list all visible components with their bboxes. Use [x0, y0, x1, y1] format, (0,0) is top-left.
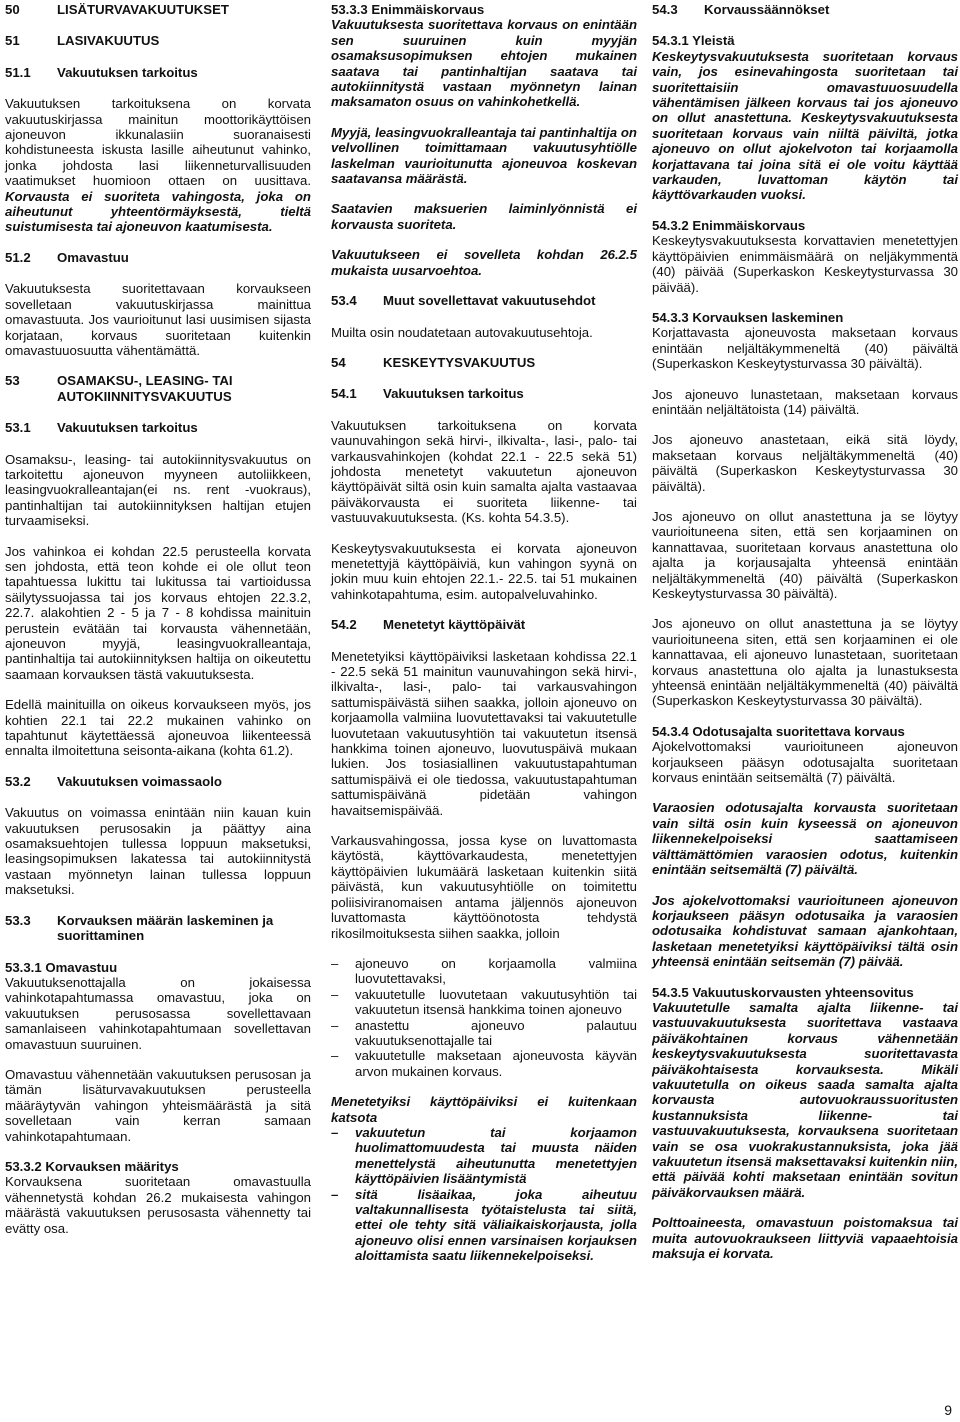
paragraph-text: Korvauksena suoritetaan omavastuulla vähennetystä kohdan 26.2 mukaisesta vahingon määrästä vakuutuksen perusosasta vähennetty tai evätty osa.: [5, 1174, 311, 1236]
paragraph-text: Vakuutuksen tarkoituksena on korvata vakuutuskirjassa mainitun moottorikäyttöisen ajoneuvon ikkunalasiin suoranaisesti kohdistuneesta iskusta lasille aiheutunut vahinko, jonka johdosta lasi liikenneturvallisuuden vaatimukset huomioon ottaen on uusittava.: [5, 96, 311, 189]
dash-list: [331, 956, 637, 1079]
paragraph: [331, 649, 637, 818]
paragraph: [5, 281, 311, 358]
subsection-heading: 53.3.2 Korvauksen määritys: [5, 1158, 179, 1174]
column-left: [5, 2, 311, 1251]
section-title: LISÄTURVAVAKUUTUKSET: [57, 2, 229, 17]
paragraph-text: Ajokelvottomaksi vaurioituneen ajoneuvon korjaukseen pääsyn odotusajalta suoritetaan korvaus enintään seitsemältä (7) päivältä.: [652, 739, 958, 786]
section-number: 51: [5, 33, 20, 49]
section-number: 50: [5, 2, 20, 17]
column-right: [652, 2, 958, 1276]
section-title: KESKEYTYSVAKUUTUS: [383, 354, 536, 370]
subsection-heading: 53.3.1 Omavastuu: [5, 959, 118, 975]
section-heading: [5, 420, 311, 435]
paragraph-text: Osamaksu-, leasing- tai autokiinnitysvakuutus on tarkoitettu ajoneuvon myyneen autoliikkeen, leasingvuokralleantajan(ei ns. rent -vuokraus), pantinhaltijan tai autokiinnityksen haltijan etujen turvaamiseksi.: [5, 451, 311, 529]
subsection-heading: 54.3.3 Korvauksen laskeminen: [652, 309, 844, 325]
list-item: – vakuutetun tai korjaamon huolimattomuudesta tai muusta näiden menettelystä aiheutunutta menetettyjen käyttöpäivien lisääntymistä: [331, 1125, 637, 1187]
section-number: 53.2: [5, 773, 31, 789]
section-heading: [331, 293, 637, 308]
list-item: – sitä lisäaikaa, joka aiheutuu valtakunnallisesta työtaistelusta tai siitä, ettei ole tehty sitä väliaikaiskorjausta, jolla ajoneuvo olisi ennen varsinaisen korjauksen aloittamista saatu liikennekelpoiseksi.: [331, 1187, 637, 1264]
section-heading: [331, 386, 637, 401]
paragraph-text: Vakuutus on voimassa enintään niin kauan kuin vakuutuksen perusosakin ja päättyy aina osamaksuehtojen tullessa loppuun maksetuksi, leasingsopimuksen lakatessa tai autokiinnitystä vastaan myönnetyn lainan tullessa loppuun maksetuksi.: [5, 805, 311, 898]
section-heading: [331, 617, 637, 632]
paragraph: [652, 325, 958, 371]
paragraph: [652, 739, 958, 785]
page-number: 9: [944, 1402, 952, 1418]
paragraph-text: Jos ajoneuvo lunastetaan, maksetaan korvaus enintään neljältätoista (14) päivältä.: [652, 386, 958, 417]
paragraph-text: Edellä mainituilla on oikeus korvaukseen myös, jos kohtien 22.1 tai 22.2 mukainen vahinko on tapahtunut käytettäessä ajoneuvoa liikenteessä ennalta ilmoitettuna seisonta-aikana (kohta 61.2).: [5, 697, 311, 759]
section-title: Vakuutuksen tarkoitus: [383, 386, 524, 402]
section-heading: [5, 2, 311, 17]
section-title: Vakuutuksen tarkoitus: [57, 420, 198, 436]
emphasis-paragraph: Varaosien odotusajalta korvausta suoritetaan vain siltä osin kuin kyseessä on ajoneuvon liikennekelpoiseksi saattamiseen välttämättömien varaosien odotus, kuitenkin enintään seitsemältä (7) päivältä.: [652, 800, 958, 878]
subsection-heading: 54.3.4 Odotusajalta suoritettava korvaus: [652, 723, 905, 739]
paragraph: [652, 387, 958, 418]
section-heading: [5, 65, 311, 80]
section-heading: [5, 250, 311, 265]
section-title: Muut sovellettavat vakuutusehdot: [383, 293, 596, 309]
emphasis-paragraph: Menetetyiksi käyttöpäiviksi ei kuitenkaan katsota: [331, 1094, 637, 1125]
emphasis-paragraph: Vakuutukseen ei sovelleta kohdan 26.2.5 mukaista uusarvoehtoa.: [331, 247, 637, 278]
paragraph-text: Menetetyiksi käyttöpäiviksi lasketaan kohdissa 22.1 - 22.5 sekä 51 mainitun vaunuvahingon sekä hirvi-, ilkivalta-, lasi-, palo- tai varkausvahingon sattumispäivästä siihen saakka, jolloin ajoneuvo on korjaamolla valmiina luovutettavaksi tai vakuutetulle luovutetaan vakuutusyhtiön tai vakuutetun itsensä hankkima toinen ajoneuvo, luovutuspäivä mukaan lukien. Jos tosiasiallinen vakuutustapahtuman sattumispäivä ei ole tiedossa, vakuutustapahtuman sattumispäivänä pidetään vahingon havaitsemispäivää.: [331, 648, 637, 818]
emphasis-paragraph: Vakuutetulle samalta ajalta liikenne- tai vastuuvakuutuksesta suoritettava vastaava päiväkohtainen korvaus vähennetään keskeytysvakuutuksesta suoritettavasta päiväkohtaisesta korvauksesta. Mikäli vakuutetulla on oikeus saada samalta ajalta korvausta autovuokraussuoritusten kustannuksista liikenne- tai vastuuvakuutuksesta, korvauksena suoritetaan vain se osa vuokrakustannuksista, joka jää vakuutetun itsensä maksettavaksi kuitenkin niin, että päivää kohti maksetaan enintään sovitun päiväkorvauksen määrä.: [652, 999, 958, 1200]
section-number: 53.4: [331, 293, 357, 309]
section-heading: [652, 2, 958, 17]
subsection-heading: 54.3.1 Yleistä: [652, 33, 735, 49]
paragraph: [652, 616, 958, 708]
section-heading: [5, 33, 311, 48]
paragraph-text: Jos ajoneuvo on ollut anastettuna ja se löytyy vaurioituneena siten, että sen korjaaminen ei ole kannattavaa, eli ajoneuvo lunastetaan, suoritetaan korvaus anastettuna olo ajalta ja lunastuksesta yhteensä enintään neljältäkymmeneltä (40) päivältä (Superkaskon Keskeytysturvassa 30 päivältä).: [652, 616, 958, 709]
paragraph: [331, 541, 637, 603]
paragraph-text: Keskeytysvakuutuksesta ei korvata ajoneuvon menetettyjä käyttöpäiviä, kun vahingon syynä on jokin muu kuin ehtojen 22.1.- 22.5. tai 51 mukainen vahinkotapahtuma, esim. autopalveluvahinko.: [331, 540, 637, 602]
paragraph: [652, 233, 958, 295]
paragraph-text: Vakuutuksen tarkoituksena on korvata vaunuvahingon sekä hirvi-, ilkivalta-, lasi-, palo- tai varkausvahinkojen (kohdat 22.1 - 22.5 sekä 51) johdosta menetetyt vakuutetun ajoneuvon käyttöpäivät siltä osin kuin samalta ajalta vastaavaa päiväkorvausta ei suoriteta liikenne- tai vastuuvakuutuksesta. (Ks. kohta 54.3.5).: [331, 417, 637, 526]
list-item: – anastettu ajoneuvo palautuu vakuutuksenottajalle tai: [331, 1018, 637, 1049]
section-title: OSAMAKSU-, LEASING- TAI AUTOKIINNITYSVAKUUTUS: [57, 373, 233, 404]
list-item: – ajoneuvo on korjaamolla valmiina luovutettavaksi,: [331, 956, 637, 987]
emphasis-paragraph: Myyjä, leasingvuokralleantaja tai pantinhaltija on velvollinen toimittamaan vakuutusyhtiölle laskelman vaurioitunutta ajoneuvoa koskevan saatavansa määrästä.: [331, 124, 637, 187]
paragraph-text: Vakuutuksenottajalla on jokaisessa vahinkotapahtumassa omavastuu, joka on vakuutuksen perusosassa sovellettavaan samanlaiseen vahinkotapahtumaan sovellettavan omavastuun suuruinen.: [5, 974, 311, 1052]
paragraph-text: Muilta osin noudatetaan autovakuutusehtoja.: [331, 324, 593, 340]
paragraph: [331, 418, 637, 526]
section-number: 54.3: [652, 2, 678, 17]
emphasis-text: Korvausta ei suoriteta vahingosta, joka on aiheutunut yhteentörmäyksestä, tieltä suistumisesta tai ajoneuvon kaatumisesta.: [5, 188, 311, 235]
emphasis-paragraph: Polttoaineesta, omavastuun poistomaksua tai muita autovuokraukseen liittyviä vapaaehtoisia maksuja ei korvata.: [652, 1215, 958, 1262]
paragraph: [652, 509, 958, 601]
paragraph-text: Jos ajoneuvo on ollut anastettuna ja se löytyy vaurioituneena siten, että sen korjaaminen on kannattavaa, suoritetaan korvaus anastettuna olo ajalta ja korjausajalta yhteensä enintään neljältäkymmeneltä (40) päivältä (Superkaskon Keskeytysturvassa 30 päivältä).: [652, 508, 958, 601]
paragraph: [331, 325, 637, 340]
paragraph: [5, 544, 311, 683]
subsection-heading: 53.3.3 Enimmäiskorvaus: [331, 2, 485, 17]
paragraph-text: Keskeytysvakuutuksesta korvattavien menetettyjen käyttöpäivien enimmäismäärä on neljäkymmentä (40) päivää (Superkaskon Keskeytysturvassa 30 päivää).: [652, 233, 958, 295]
paragraph-text: Jos vahinkoa ei kohdan 22.5 perusteella korvata sen johdosta, että teon kohde ei ole ollut teon tapahtuessa lukittu tai lukitussa tai vartioidussa säilytyssuojassa tai jos korvaus ehtojen 22.3.2, 22.7. alakohtien 2 - 5 ja 7 - 8 kohdissa mainituin perustein evätään tai korvausta vähennetään, ajoneuvon myyjä, leasingvuokralleantaja, pantinhaltija tai autokiinnityksen haltija on oikeutettu saamaan korvauksen tästä vakuutuksesta.: [5, 543, 311, 682]
emphasis-paragraph: Saatavien maksuerien laiminlyönnistä ei korvausta suoriteta.: [331, 201, 637, 232]
paragraph: [5, 975, 311, 1052]
paragraph: [5, 697, 311, 759]
section-heading: [5, 774, 311, 789]
paragraph-text: Korjattavasta ajoneuvosta maksetaan korvaus enintään neljältäkymmeneltä (40) päivältä (Superkaskon Keskeytysturvassa 30 päivältä).: [652, 325, 958, 372]
section-number: 53: [5, 373, 20, 389]
paragraph-text: Jos ajoneuvo anastetaan, eikä sitä löydy, maksetaan korvaus neljältäkymmeneltä (40) päivältä (Superkaskon Keskeytysturvassa 30 päivältä).: [652, 432, 958, 494]
paragraph: [652, 432, 958, 494]
section-number: 54.2: [331, 617, 357, 633]
subsection-heading: 54.3.2 Enimmäiskorvaus: [652, 217, 806, 233]
section-number: 53.3: [5, 912, 31, 928]
emphasis-paragraph: Jos ajokelvottomaksi vaurioituneen ajoneuvon korjaukseen pääsyn odotusaika ja varaosien odotusaika kohdistuvat samaan ajankohtaan, lasketaan menetetyiksi käyttöpäiviksi tältä osin yhteensä enintään seitsemän (7) päivää.: [652, 892, 958, 970]
section-number: 51.1: [5, 64, 31, 80]
section-title: LASIVAKUUTUS: [57, 33, 160, 49]
subsection-heading: 54.3.5 Vakuutuskorvausten yhteensovitus: [652, 984, 914, 1000]
section-heading: [5, 913, 311, 944]
column-middle: [331, 2, 637, 1279]
section-title: Korvaussäännökset: [704, 2, 830, 17]
dash-list: [331, 1125, 637, 1264]
section-title: Korvauksen määrän laskeminen ja suorittaminen: [57, 912, 274, 944]
section-heading: [5, 373, 311, 404]
section-heading: [331, 355, 637, 370]
paragraph: [331, 833, 637, 941]
section-number: 54.1: [331, 386, 357, 402]
section-title: Vakuutuksen voimassaolo: [57, 773, 222, 789]
emphasis-paragraph: Keskeytysvakuutuksesta suoritetaan korvaus vain, jos esinevahingosta suoritetaan tai suoritettaisiin omavastuuosuudella vähentämisen jälkeen korvaus tai jos ajoneuvo on ollut anastettuna. Keskeytysvakuutuksesta suoritetaan korvaus vain niiltä päiviltä, jotka ajoneuvo on ollut ajokelvoton tai korjaamolla korjattavana tai joina sitä ei ole voitu käyttää varkauden, luvattoman käytön tai käyttövarkauden vuoksi.: [652, 48, 958, 203]
section-title: Omavastuu: [57, 249, 129, 265]
list-item: – vakuutetulle maksetaan ajoneuvosta käyvän arvon mukainen korvaus.: [331, 1048, 637, 1079]
section-title: Menetetyt käyttöpäivät: [383, 617, 526, 633]
paragraph: [5, 1067, 311, 1144]
section-number: 54: [331, 354, 346, 370]
emphasis-paragraph: Vakuutuksesta suoritettava korvaus on enintään sen suuruinen kuin myyjän osamaksusopimuksen ehtojen mukainen saatava tai pantinhaltijan saatava tai autokiinnitystä vastaan myönnetyn lainan maksamaton osuus on vahinkohetkellä.: [331, 17, 637, 110]
paragraph-text: Vakuutuksesta suoritettavaan korvaukseen sovelletaan vakuutuskirjassa mainittua omavastuuta. Jos vaurioitunut lasi uusimisen sijasta korjataan, korvaus suoritetaan kuitenkin omavastuuosuutta vähentämättä.: [5, 281, 311, 358]
paragraph: [5, 452, 311, 529]
list-item: – vakuutetulle luovutetaan vakuutusyhtiön tai vakuutetun itsensä hankkima toinen ajoneuvo: [331, 987, 637, 1018]
section-number: 53.1: [5, 420, 31, 436]
paragraph: [5, 1174, 311, 1236]
section-number: 51.2: [5, 249, 31, 265]
paragraph: [5, 96, 311, 235]
paragraph-text: Omavastuu vähennetään vakuutuksen perusosan ja tämän lisäturvavakuutuksen perusteella määräytyvän vahingon yhteismäärästä ja sitä sovelletaan vain kerran samaan vahinkotapahtumaan.: [5, 1066, 311, 1144]
paragraph-text: Varkausvahingossa, jossa kyse on luvattomasta käytöstä, käyttövarkaudesta, menetettyjen käyttöpäivien lukumäärä lasketaan kuitenkin siitä päivästä, kun vakuutusyhtiölle on toimitettu poliisiviranomaisen antama jäljennös ajoneuvon luvattomasta käyttöönotosta tehdystä rikosilmoituksesta siihen saakka, jolloin: [331, 833, 637, 941]
paragraph: [5, 805, 311, 897]
section-title: Vakuutuksen tarkoitus: [57, 64, 198, 80]
